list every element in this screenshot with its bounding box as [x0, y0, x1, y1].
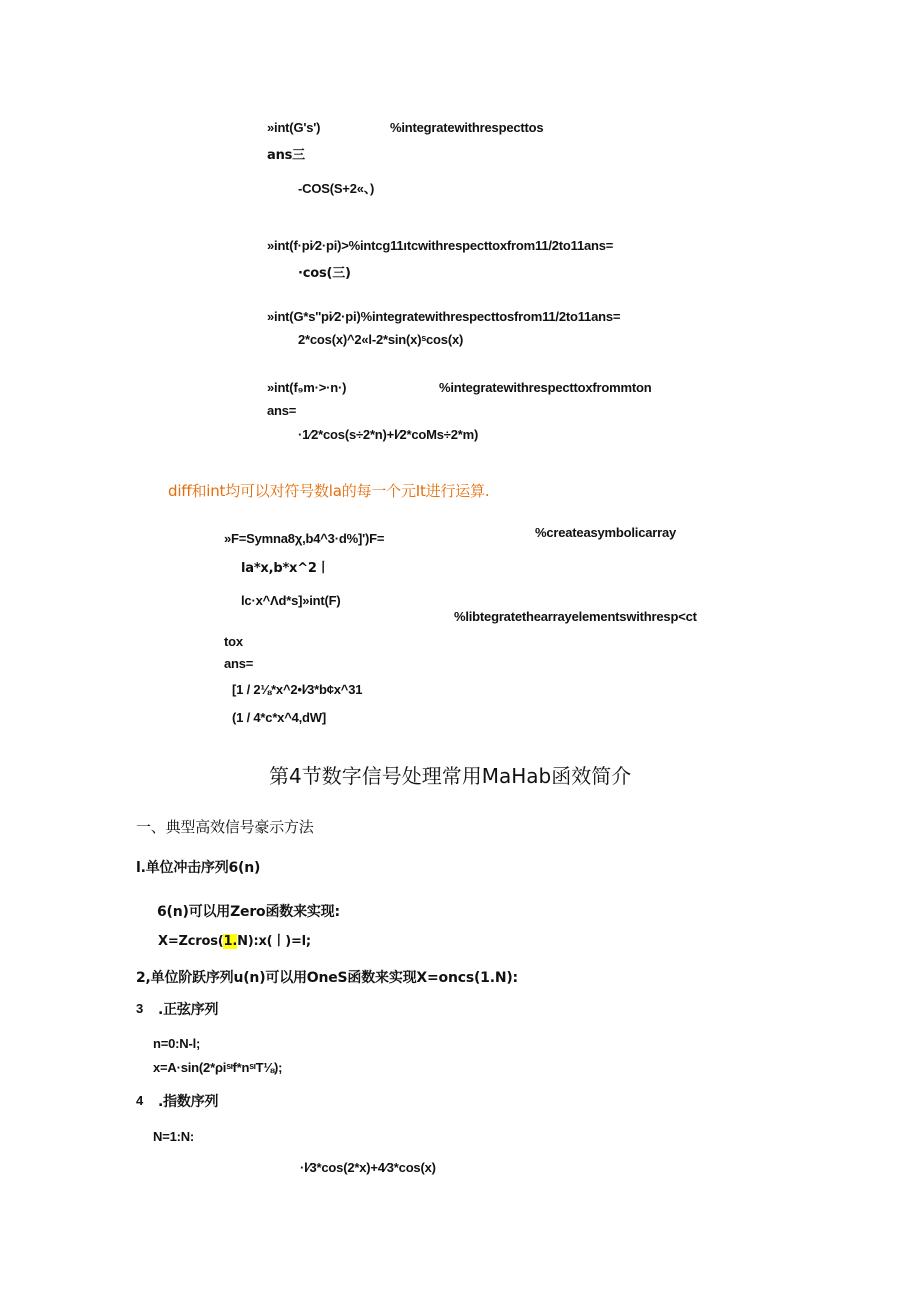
comment-integrate-m-n: %integratewithrespecttoxfrommton [439, 380, 652, 395]
item-3-code-2: x=A·sin(2*ρiˢᶦf*nˢᶦT⅛); [153, 1060, 283, 1075]
section-title: 第4节数字信号处理常用MaHab函效简介 [269, 764, 632, 788]
ans-label-3: ans= [224, 656, 254, 671]
comment-integrate-array: %libtegratethearrayelementswithresp<ct [454, 609, 697, 624]
result-cos: -COS(S+2«、) [298, 181, 375, 196]
matrix-row-2: lc·x^Λd*s]»int(F) [241, 593, 341, 608]
command-int-f-mn: »int(f₉m·>·n·) [267, 380, 347, 395]
item-4-code-1: N=1:N: [153, 1129, 195, 1144]
result-m-n: ·1⁄2*cos(s÷2*n)+l⁄2*coMs÷2*m) [298, 427, 479, 442]
matrix-row-1: la*x,b*x^2丨 [241, 561, 330, 576]
command-int-g: »int(G's') [267, 120, 321, 135]
item-4-number: 4 [136, 1093, 144, 1108]
note-diff-int: diff和int均可以对符号数la的每一个元It进行运算. [168, 482, 490, 500]
result-row-1: [1 / 2⅛*x^2•l⁄3*b¢x^31 [232, 682, 363, 697]
result-cos-three: ·cos(三) [298, 266, 351, 281]
result-expression: 2*cos(x)^2«l-2*sin(x)ˢcos(x) [298, 332, 464, 347]
command-int-f-pi: »int(f·pi∕2·pi)>%intcg11ıtcwithrespecttoxfrom11/2to11ans= [267, 238, 614, 253]
comment-integrate-s: %integratewithrespecttos [390, 120, 544, 135]
item-1-description: 6(n)可以用Zero函数来实现: [157, 904, 340, 920]
tox-label: tox [224, 634, 243, 649]
result-row-2: (1 / 4*c*x^4,dW] [232, 710, 326, 725]
ans-label: ans三 [267, 148, 305, 163]
footer-expression: ·l⁄3*cos(2*x)+4⁄3*cos(x) [300, 1160, 436, 1175]
heading-signal-methods: 一、典型高效信号豪示方法 [136, 818, 314, 836]
item-3-title: .正弦序列 [158, 1002, 219, 1018]
item-1-code-part-a: X=Zcros( [158, 934, 224, 949]
command-int-g-pi: »int(G*s''pi∕2·pi)%integratewithrespecttosfrom11/2to11ans= [267, 309, 621, 324]
comment-create-array: %createasymbolicarray [535, 525, 677, 540]
ans-label-2: ans= [267, 403, 297, 418]
item-1-code [158, 930, 311, 949]
command-sym: »F=Symna8χ,b4^3·d%]')F= [224, 531, 385, 546]
item-2-line: 2,单位阶跃序列u(n)可以用OneS函数来实现X=oncs(1.N): [136, 970, 518, 986]
highlighted-text: 1. [223, 934, 238, 949]
item-1-code-part-b: N):x(丨)=l; [237, 934, 311, 949]
item-3-code-1: n=0:N-l; [153, 1036, 201, 1051]
item-3-number: 3 [136, 1001, 144, 1016]
item-1-title: l.单位冲击序列6(n) [136, 860, 261, 876]
item-4-title: .指数序列 [158, 1094, 219, 1110]
